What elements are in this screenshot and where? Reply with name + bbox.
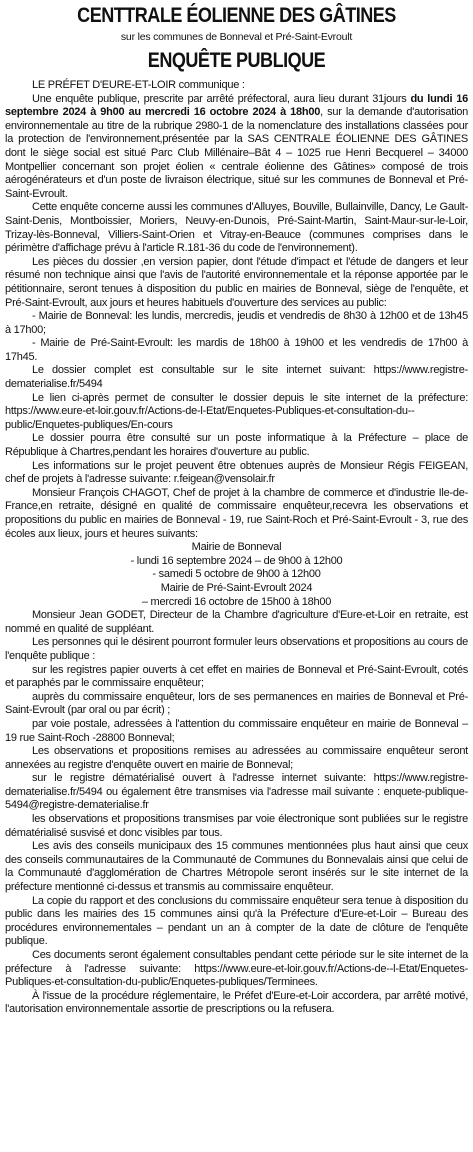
paragraph: - Mairie de Bonneval: les lundis, mercredis, jeudis et vendredis de 8h30 à 12h00 et de 13h45 à 17h00; [5,310,468,336]
paragraph: Les avis des conseils municipaux des 15 communes mentionnées plus haut ainsi que ceux des conseils communautaires de la Communauté de Communes du Bonnevalais ainsi que celui de la Communauté d'agglomération de Chartres Métropole seront insérés sur le site internet de la préfecture mentionné ci-dessus et transmis au commissaire enquêteur. [5,840,468,894]
paragraph: La copie du rapport et des conclusions du commissaire enquêteur sera tenue à disposition du public dans les mairies des 15 communes ainsi qu'à la Préfecture d'Eure-et-Loir – Bureau des procédures environnementales – pendant un an à compter de la date de clôture de l'enquête publique. [5,894,468,948]
paragraph: Les personnes qui le désirent pourront formuler leurs observations et propositions au cours de l'enquête publique : [5,636,468,662]
paragraph: Monsieur François CHAGOT, Chef de projet à la chambre de commerce et d'industrie Ile-de-France,en retraite, désigné en qualité de commissaire enquêteur,recevra les observations et propositions du public en mairies de Bonneval - 19, rue Saint-Roch et Pré-Saint-Evroult - 3, rue des écoles aux lieux, jours et heures suivants: [5,486,468,540]
paragraph: Le dossier complet est consultable sur le site internet suivant: https://www.registre-dematerialise.fr/5494 [5,364,468,391]
schedule-line: - samedi 5 octobre de 9h00 à 12h00 [152,568,321,581]
paragraph-dates: Une enquête publique, prescrite par arrêté préfectoral, aura lieu durant 31jours du lundi 16 septembre 2024 à 9h00 au mercredi 16 octobre 2024 à 18h00, sur la demande d'autorisation environnementale au titre de la rubrique 2980-1 de la nomenclature des installations classées pour la protection de l'environnement,présentée par la SAS CENTRALE ÉOLIENNE DES GÂTINES dont le siège social est situé Parc Club Millénaire–Bât 4 – 1025 rue Henri Becquerel – 34000 Montpellier concernant son projet éolien « centrale éolienne des Gâtines» composé de trois aérogénérateurs et d'un poste de livraison électrique, situé sur les communes de Bonneval et Pré-Saint-Evroult. [5,92,468,200]
paragraph: sur les registres papier ouverts à cet effet en mairies de Bonneval et Pré-Saint-Evroult, cotés et paraphés par le commissaire enquêteur; [5,663,468,690]
enquiry-dates: du lundi 16 septembre 2024 à 9h00 au mercredi 16 octobre 2024 à 18h00 [5,92,468,119]
paragraph: - Mairie de Pré-Saint-Evroult: les mardis de 18h00 à 19h00 et les vendredis de 17h00 à 17h45. [5,337,468,363]
paragraph: Le lien ci-après permet de consulter le dossier depuis le site internet de la préfecture: https://www.eure-et-loir.gouv.fr/Actions-de-l-Etat/Enquetes-Publiques-et-consultation-du--public/Enquetes-publiques/En-cours [5,391,468,431]
schedule-line: – mercredi 16 octobre de 15h00 à 18h00 [141,595,332,608]
schedule-line: Mairie de Bonneval [191,541,282,554]
schedule-line: - lundi 16 septembre 2024 – de 9h00 à 12h00 [130,554,343,567]
paragraph: Monsieur Jean GODET, Directeur de la Chambre d'agriculture d'Eure-et-Loir en retraite, est nommé en qualité de suppléant. [5,609,468,635]
notice-title: CENTTRALE ÉOLIENNE DES GÂTINES [77,4,396,27]
notice-subtitle: sur les communes de Bonneval et Pré-Saint-Evroult [120,31,353,43]
paragraph: par voie postale, adressées à l'attention du commissaire enquêteur en mairie de Bonneval – 19 rue Saint-Roch -28800 Bonneval; [5,717,468,744]
paragraph: À l'issue de la procédure réglementaire, le Préfet d'Eure-et-Loir accordera, par arrêté motivé, l'autorisation environnementale assortie de prescriptions ou la refusera. [5,989,468,1016]
paragraph: Le dossier pourra être consulté sur un poste informatique à la Préfecture – place de République à Chartres,pendant les horaires d'ouverture au public. [5,432,468,459]
paragraph: les observations et propositions transmises par voie électronique sont publiées sur le registre dématérialisé susvisé et donc visibles par tous. [5,813,468,839]
paragraph: Ces documents seront également consultables pendant cette période sur le site internet de la préfecture à l'adresse suivante: https://www.eure-et-loir.gouv.fr/Actions-de--l-Etat/Enquetes-Publiques-et-consultation-du-public/Enquetes-publiques/Terminees. [5,949,468,989]
paragraph: auprès du commissaire enquêteur, lors de ses permanences en mairies de Bonneval et Pré-Saint-Evroult (par oral ou par écrit) ; [5,690,468,717]
paragraph: Les observations et propositions remises au adressées au commissaire enquêteur seront annexées au registre d'enquête ouvert en mairie de Bonneval; [5,745,468,771]
paragraph: Les pièces du dossier ,en version papier, dont l'étude d'impact et l'étude de dangers et leur résumé non technique ainsi que l'avis de l'autorité environnementale et la réponse apportée par le pétitionnaire, seront tenues à disposition du public en mairies de Bonneval, siège de l'enquête, et Pré-Saint-Evroult, aux jours et heures habituels d'ouverture des services au public: [5,255,468,309]
paragraph: Cette enquête concerne aussi les communes d'Alluyes, Bouville, Bullainville, Dancy, Le Gault-Saint-Denis, Montboissier, Moriers, Neuvy-en-Dunois, Pré-Saint-Martin, Saint-Maur-sur-le-Loir, Trizay-lès-Bonneval, Villiers-Saint-Orien et Vitray-en-Beauce (communes comprises dans le périmètre d'affichage prévu à l'article R.181-36 du code de l'environnement). [5,201,468,255]
notice-heading: ENQUÊTE PUBLIQUE [147,49,326,72]
paragraph: Les informations sur le projet peuvent être obtenues auprès de Monsieur Régis FEIGEAN, chef de projets à l'adresse suivante: r.feigean@vensolair.fr [5,459,468,486]
schedule-line: Mairie de Pré-Saint-Evroult 2024 [160,581,313,594]
notice-body [5,79,468,1017]
paragraph: LE PRÉFET D'EURE-ET-LOIR communique : [32,79,245,91]
paragraph: sur le registre dématérialisé ouvert à l'adresse internet suivante: https://www.registre-dematerialise.fr/5494 ou également être transmises via l'adresse mail suivante : enquete-publique-5494@registre-dematerialise.fr [5,772,468,812]
